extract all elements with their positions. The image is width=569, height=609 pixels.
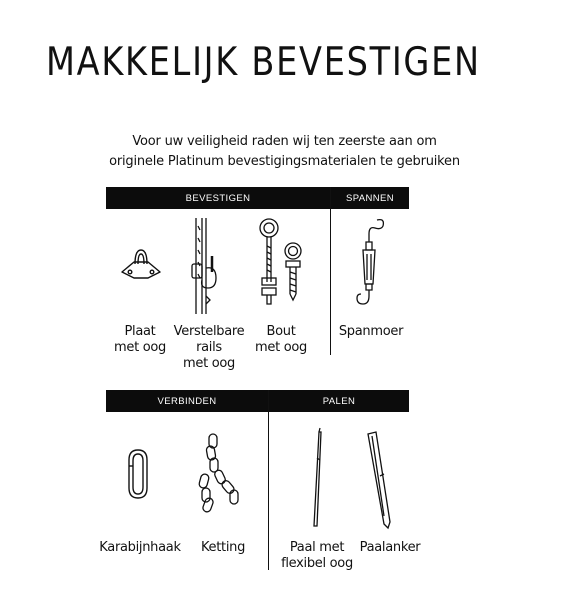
adjustable-rail-icon [186, 216, 222, 316]
label-paal: Paal met flexibel oog [281, 540, 353, 571]
pole-anchor-icon [362, 430, 396, 530]
label-plaat: Plaat met oog [114, 324, 166, 355]
divider-bevestigen-spannen [330, 187, 331, 355]
intro-text [0, 132, 569, 172]
carabiner-icon [121, 448, 155, 500]
section-label-spannen: SPANNEN [345, 192, 395, 204]
section-label-bevestigen: BEVESTIGEN [185, 192, 251, 204]
section-bar-spannen [331, 187, 409, 209]
eye-plate-icon [118, 246, 164, 282]
section-label-palen: PALEN [322, 395, 356, 407]
turnbuckle-icon [349, 216, 391, 312]
eye-bolt-icon [256, 216, 312, 308]
intro-line-2: originele Platinum bevestigingsmaterialen te gebruiken [109, 154, 460, 169]
page-title: MAKKELIJK BEVESTIGEN [46, 40, 481, 85]
intro-line-1: Voor uw veiligheid raden wij ten zeerste aan om [132, 134, 437, 149]
pole-icon [306, 428, 330, 528]
divider-verbinden-palen [268, 390, 269, 570]
label-rails: Verstelbare rails met oog [173, 324, 245, 371]
label-karabijnhaak: Karabijnhaak [99, 540, 181, 555]
section-bar-palen [269, 390, 409, 412]
chain-icon [192, 432, 248, 514]
section-bar-verbinden [106, 390, 268, 412]
section-label-verbinden: VERBINDEN [157, 395, 217, 407]
section-bar-bevestigen [106, 187, 330, 209]
label-bout: Bout met oog [255, 324, 307, 355]
label-ketting: Ketting [200, 540, 246, 555]
label-paalanker: Paalanker [359, 540, 421, 555]
label-spanmoer: Spanmoer [338, 324, 404, 339]
